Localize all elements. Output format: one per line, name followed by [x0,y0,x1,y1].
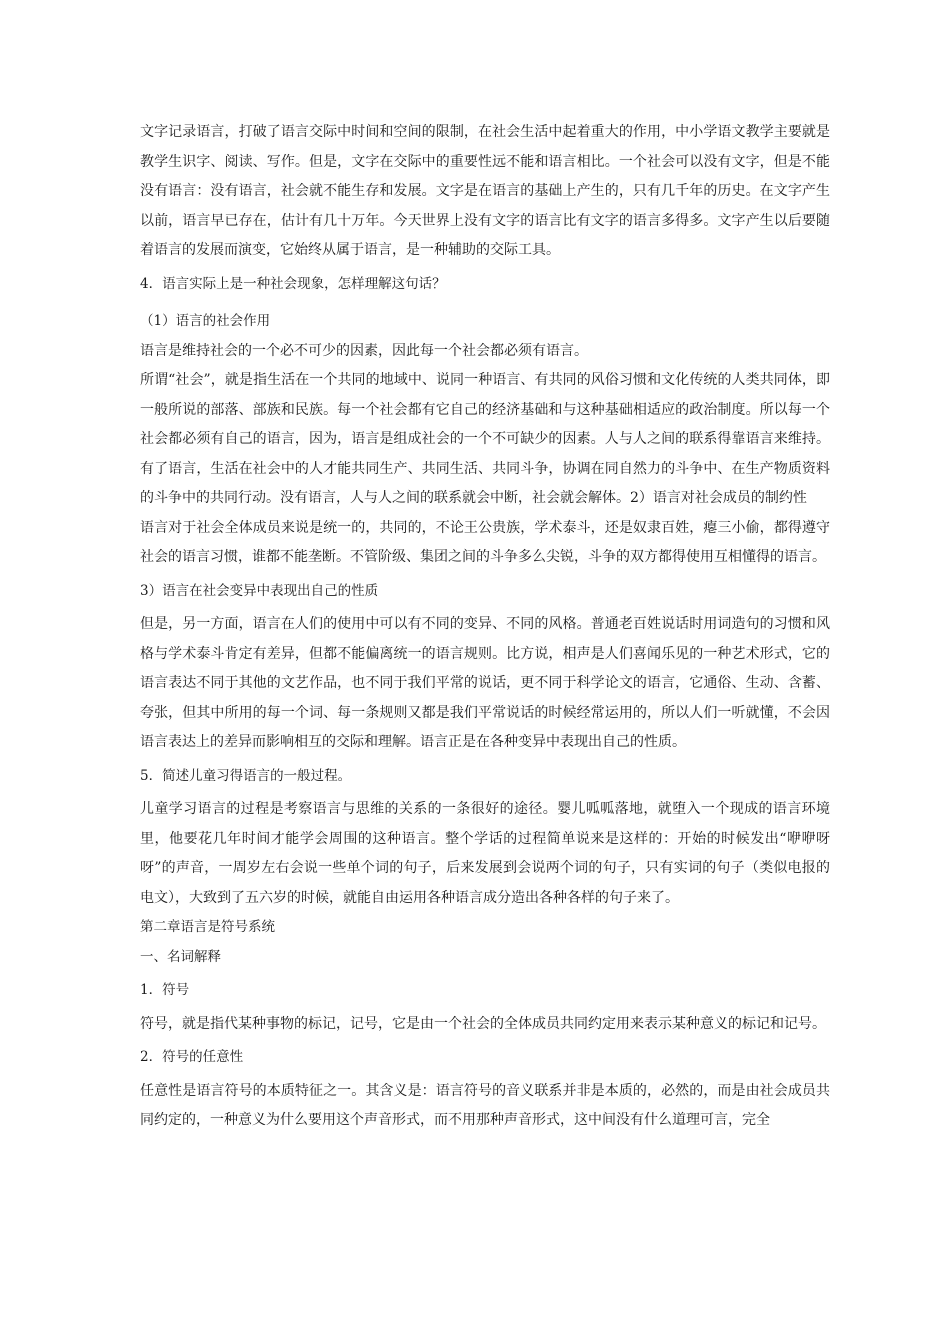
subheading-variation: 3）语言在社会变异中表现出自己的性质 [140,582,379,599]
term-1-heading: 1．符号 [140,982,190,998]
paragraph-child-acquisition: 儿童学习语言的过程是考察语言与思维的关系的一条很好的途径。婴儿呱呱落地，就堕入一个现成的语言环境里，他要花几年时间才能学会周围的这种语言。整个学话的过程简单说来是这样的：开始的时候发出“咿咿呀呀”的声音，一周岁左右会说一些单个词的句子，后来发展到会说两个词的句子，只有实词的句子（类似电报的电文），大致到了五六岁的时候，就能自由运用各种语言成分造出各种各样的句子来了。 [140,801,830,906]
paragraph-arbitrariness: 任意性是语言符号的本质特征之一。其含义是：语言符号的音义联系并非是本质的，必然的，而是由社会成员共同约定的，一种意义为什么要用这个声音形式，而不用那种声音形式，这中间没有什么道理可言，完全 [140,1082,830,1128]
paragraph-symbol-definition: 符号，就是指代某种事物的标记，记号，它是由一个社会的全体成员共同约定用来表示某种意义的标记和记号。 [140,1015,826,1032]
section-terms-heading: 一、名词解释 [140,948,221,965]
question-4-heading: 4．语言实际上是一种社会现象，怎样理解这句话？ [140,275,446,292]
document-page [140,118,830,1136]
paragraph-society-definition: 所谓“社会”，就是指生活在一个共同的地域中、说同一种语言、有共同的风俗习惯和文化传统的人类共同体，即一般所说的部落、部族和民族。每一个社会都有它自己的经济基础和与这种基础相适应的政治制度。所以每一个社会都必须有自己的语言，因为，语言是组成社会的一个不可缺少的因素。人与人之间的联系得靠语言来维持。有了语言，生活在社会中的人才能共同生产、共同生活、共同斗争，协调在同自然力的斗争中、在生产物质资料的斗争中的共同行动。没有语言，人与人之间的联系就会中断，社会就会解体。2）语言对社会成员的制约性 [140,372,830,506]
subheading-social-function: （1）语言的社会作用 [140,313,271,329]
question-5-heading: 5．简述儿童习得语言的一般过程。 [140,767,352,784]
paragraph-language-necessity: 语言是维持社会的一个必不可少的因素，因此每一个社会都必须有语言。 [140,342,588,359]
paragraph-writing-vs-language: 文字记录语言，打破了语言交际中时间和空间的限制，在社会生活中起着重大的作用，中小学语文教学主要就是教学生识字、阅读、写作。但是，文字在交际中的重要性远不能和语言相比。一个社会可以没有文字，但是不能没有语言：没有语言，社会就不能生存和发展。文字是在语言的基础上产生的，只有几千年的历史。在文字产生以前，语言早已存在，估计有几十万年。今天世界上没有文字的语言比有文字的语言多得多。文字产生以后要随着语言的发展而演变，它始终从属于语言，是一种辅助的交际工具。 [140,124,830,258]
chapter-2-heading: 第二章语言是符号系统 [140,919,275,935]
paragraph-variation: 但是，另一方面，语言在人们的使用中可以有不同的变异、不同的风格。普通老百姓说话时用词造句的习惯和风格与学术泰斗肯定有差异，但都不能偏离统一的语言规则。比方说，相声是人们喜闻乐见的一种艺术形式，它的语言表达不同于其他的文艺作品，也不同于我们平常的说话，更不同于科学论文的语言，它通俗、生动、含蓄、夸张，但其中所用的每一个词、每一条规则又都是我们平常说话的时候经常运用的，所以人们一听就懂，不会因语言表达上的差异而影响相互的交际和理解。语言正是在各种变异中表现出自己的性质。 [140,616,830,750]
term-2-heading: 2．符号的任意性 [140,1049,244,1065]
paragraph-language-constraint: 语言对于社会全体成员来说是统一的，共同的，不论王公贵族，学术泰斗，还是奴隶百姓，瘪三小偷，都得遵守社会的语言习惯，谁都不能垄断。不管阶级、集团之间的斗争多么尖锐，斗争的双方都得使用互相懂得的语言。 [140,519,830,565]
